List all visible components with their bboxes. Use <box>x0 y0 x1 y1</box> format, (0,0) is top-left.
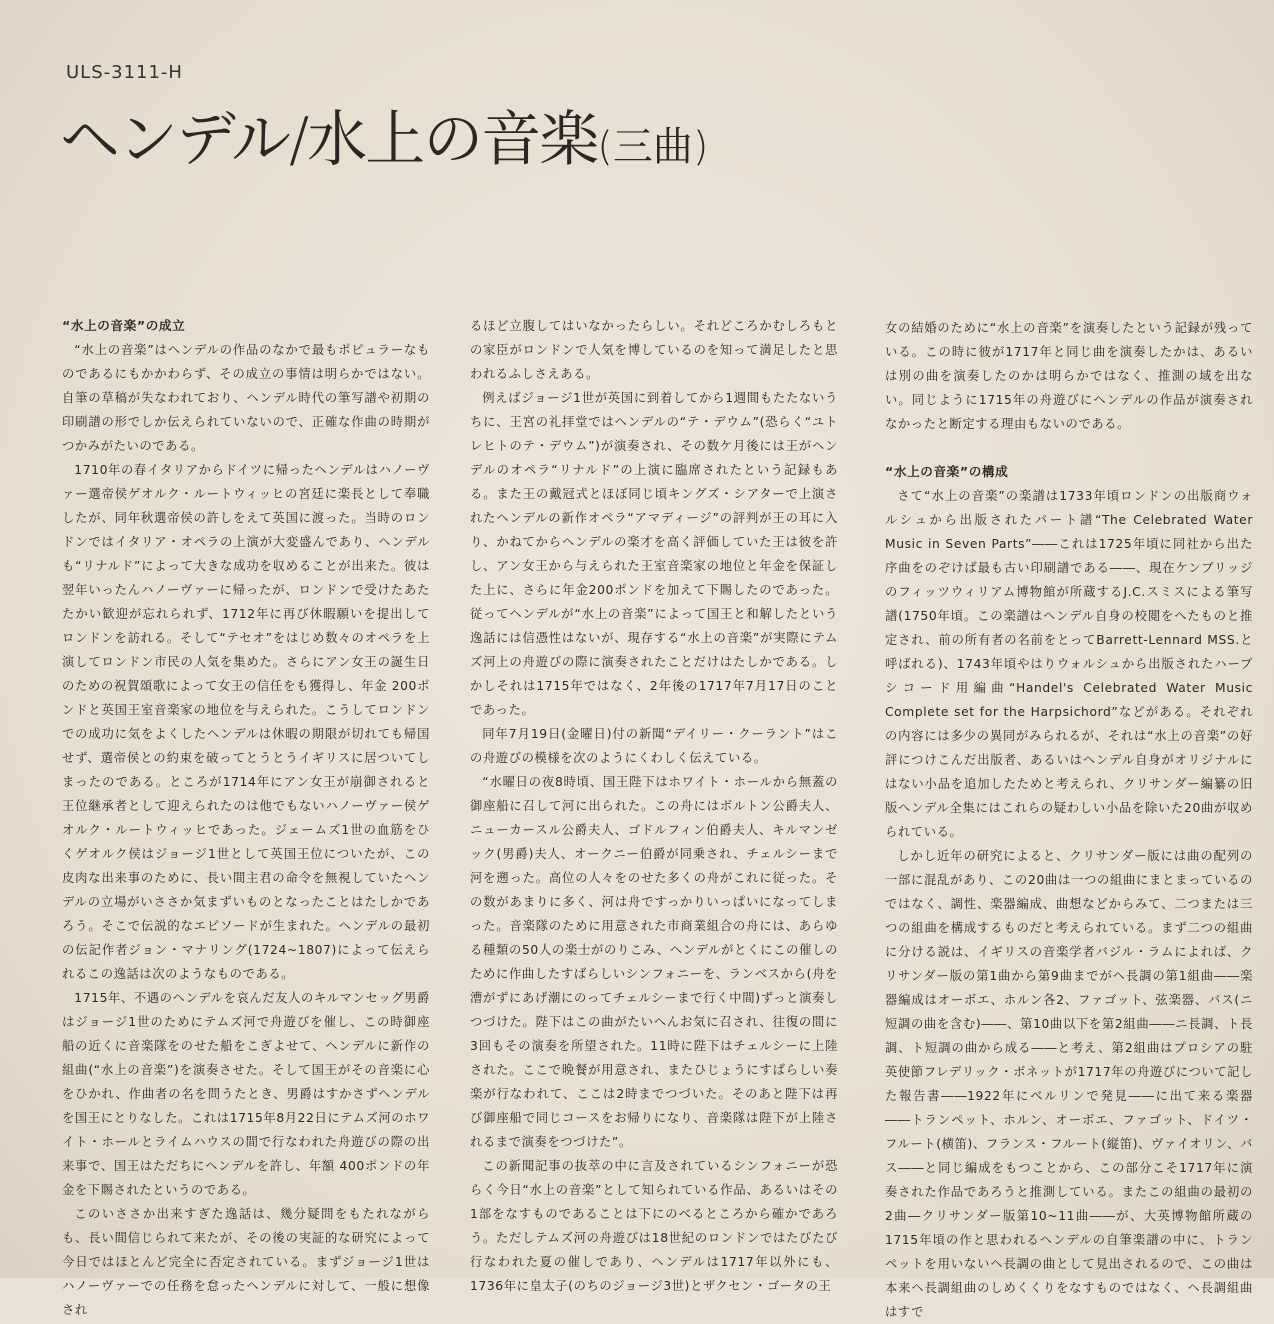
paragraph: “水曜日の夜8時頃、国王陛下はホワイト・ホールから無蓋の御座船に召して河に出られた。この舟にはボルトン公爵夫人、ニューカースル公爵夫人、ゴドルフィン伯爵夫人、キルマンゼック(男爵)夫人、オークニー伯爵が同乗され、チェルシーまで河を遡った。高位の人々をのせた多くの舟がこれに従った。その数があまりに多く、河は舟ですっかりいっぱいになってしまった。音楽隊のために用意された市商業組合の舟には、あらゆる種類の50人の楽士がのりこみ、ヘンデルがとくにこの催しのために作曲したすばらしいシンフォニーを、ランベスから(舟を漕がずにあげ潮にのってチェルシーまで行く中間)ずっと演奏しつづけた。陛下はこの曲がたいへんお気に召され、往復の間に3回もその演奏を所望された。11時に陛下はチェルシーに上陸された。ここで晩餐が用意され、またひじょうにすばらしい奏楽が行なわれて、ここは2時までつづいた。そのあと陛下は再び御座船で同じコースをお帰りになり、音楽隊は陛下が上陸されるまで演奏をつづけた”。 <box>470 775 838 1149</box>
paragraph: この新聞記事の抜萃の中に言及されているシンフォニーが恐らく今日“水上の音楽”として知られている作品、あるいはその1部をなすものであることは下にのべるところから確かであろう。ただしテムズ河の舟遊びは18世紀のロンドンではたびたび行なわれた夏の催しであり、ヘンデルは1717年以外にも、1736年に皇太子(のちのジョージ3世)とザクセン・ゴータの王 <box>470 1159 838 1293</box>
paragraph: 1710年の春イタリアからドイツに帰ったヘンデルはハノーヴァー選帝侯ゲオルク・ルートウィッヒの宮廷に楽長として奉職したが、同年秋選帝侯の許しをえて英国に渡った。当時のロンドンではイタリア・オペラの上演が大変盛んであり、ヘンデルも“リナルド”によって大きな成功を収めることが出来た。彼は翌年いったんハノーヴァーに帰ったが、ロンドンで受けたあたたかい歓迎が忘れられず、1712年に再び休暇願いを提出してロンドンを訪れる。そして“テセオ”をはじめ数々のオペラを上演してロンドン市民の人気を集めた。さらにアン女王の誕生日のための祝賀頌歌によって女王の信任をも獲得し、年金 200ポンドと英国王室音楽家の地位を与えられた。こうしてロンドンでの成功に気をよくしたヘンデルは休暇の期限が切れても帰国せず、選帝侯との約束を破ってとうとうイギリスに居ついてしまったのである。ところが1714年にアン女王が崩御されると王位継承者として迎えられたのは他でもないハノーヴァー侯ゲオルク・ルートウィッヒであった。ジェームズ1世の血筋をひくゲオルク侯はジョージ1世として英国王位についたが、この皮肉な出来事のために、長い間主君の命令を無視していたヘンデルの立場がいささか気まずいものとなったことはたしかであろう。そこで伝説的なエピソードが生まれた。ヘンデルの最初の伝記作者ジョン・マナリング(1724~1807)によって伝えられるこの逸話は次のようなものである。 <box>62 463 430 981</box>
page-title <box>60 92 708 178</box>
paragraph: 1715年、不遇のヘンデルを哀んだ友人のキルマンセッグ男爵はジョージ1世のためにテムズ河で舟遊びを催し、この時御座船の近くに音楽隊をのせた船をこぎよせて、ヘンデルに新作の組曲(“水上の音楽”)を演奏させた。そして国王がその音楽に心をひかれ、作曲者の名を問うたとき、男爵はすかさずヘンデルを国王にとりなした。これは1715年8月22日にテムズ河のホワイト・ホールとライムハウスの間で行なわれた舟遊びの際の出来事で、国王はただちにヘンデルを許し、年額 400ポンドの年金を下賜されたというのである。 <box>62 991 430 1197</box>
title-main: ヘンデル/水上の音楽 <box>60 105 598 175</box>
column-1 <box>62 314 430 1322</box>
section-heading-origin: “水上の音楽”の成立 <box>62 318 186 333</box>
catalog-number: ULS-3111-H <box>66 62 183 83</box>
column-3 <box>885 316 1253 1324</box>
paragraph: るほど立腹してはいなかったらしい。それどころかむしろもとの家臣がロンドンで人気を博しているのを知って満足したと思われるふしさえある。 <box>470 319 838 381</box>
paragraph: “水上の音楽”はヘンデルの作品のなかで最もポピュラーなものであるにもかかわらず、その成立の事情は明らかではない。自筆の草稿が失なわれており、ヘンデル時代の筆写譜や初期の印刷譜の形でしか伝えられていないので、正確な作曲の時期がつかみがたいのである。 <box>62 343 430 453</box>
paragraph: このいささか出来すぎた逸話は、幾分疑問をもたれながらも、長い間信じられて来たが、その後の実証的な研究によって今日ではほとんど完全に否定されている。まずジョージ1世はハノーヴァーでの任務を怠ったヘンデルに対して、一般に想像され <box>62 1207 430 1317</box>
section-heading-structure: “水上の音楽”の構成 <box>885 464 1009 479</box>
paragraph: 女の結婚のために“水上の音楽”を演奏したという記録が残っている。この時に彼が1717年と同じ曲を演奏したかは、あるいは別の曲を演奏したのかは明らかではなく、推測の域を出ない。同じように1715年の舟遊びにヘンデルの作品が演奏されなかったと断定する理由もないのである。 <box>885 321 1253 431</box>
title-sub: (三曲) <box>597 124 709 170</box>
paragraph: しかし近年の研究によると、クリサンダー版には曲の配列の一部に混乱があり、この20曲は一つの組曲にまとまっているのではなく、調性、楽器編成、曲想などからみて、二つまたは三つの組曲を構成するものだと考えられている。まず二つの組曲に分ける説は、イギリスの音楽学者バジル・ラムによれば、クリサンダー版の第1曲から第9曲までがヘ長調の第1組曲――楽器編成はオーボエ、ホルン各2、ファゴット、弦楽器、バス(ニ短調の曲を含む)――、第10曲以下を第2組曲――ニ長調、ト長調、ト短調の曲から成る――と考え、第2組曲はプロシアの駐英使節フレデリック・ボネットが1717年の舟遊びについて記した報告書――1922年にベルリンで発見――に出て来る楽器――トランペット、ホルン、オーボエ、ファゴット、ドイツ・フルート(横笛)、フランス・フルート(縦笛)、ヴァイオリン、バス――と同じ編成をもつことから、この部分こそ1717年に演奏された作品であろうと推測している。またこの組曲の最初の2曲―クリサンダー版第10~11曲――が、大英博物館所蔵の1715年頃の作と思われるヘンデルの自筆楽譜の中に、トランペットを用いないヘ長調の曲として見出されるので、この曲は本来ヘ長調組曲のしめくくりをなすものではなく、ヘ長調組曲はすで <box>885 849 1253 1319</box>
paragraph: 例えばジョージ1世が英国に到着してから1週間もたたないうちに、王宮の礼拝堂ではヘンデルの“テ・デウム”(恐らく“ユトレヒトのテ・デウム”)が演奏され、その数ケ月後には王がヘンデルのオペラ“リナルド”の上演に臨席されたという記録もある。また王の戴冠式とほぼ同じ頃キングズ・シアターで上演されたヘンデルの新作オペラ“アマディージ”の評判が王の耳に入り、かねてからヘンデルの楽才を高く評価していた王は彼を許し、アン女王から与えられた王室音楽家の地位と年金を保証した上に、さらに年金200ポンドを加えて下賜したのであった。従ってヘンデルが“水上の音楽”によって国王と和解したという逸話には信憑性はないが、現存する“水上の音楽”が実際にテムズ河上の舟遊びの際に演奏されたことだけはたしかである。しかしそれは1715年ではなく、2年後の1717年7月17日のことであった。 <box>470 391 838 717</box>
paragraph: 同年7月19日(金曜日)付の新聞“デイリー・クーラント”はこの舟遊びの模様を次のようにくわしく伝えている。 <box>470 727 838 765</box>
paragraph: さて“水上の音楽”の楽譜は1733年頃ロンドンの出版商ウォルシュから出版されたパート譜“The Celebrated Water Music in Seven Parts”――これは1725年頃に同社から出た序曲をのぞけば最も古い印刷譜である――、現在ケンブリッジのフィッツウィリアム博物館が所蔵するJ.C.スミスによる筆写譜(1750年頃。この楽譜はヘンデル自身の校閲をへたものと推定され、前の所有者の名前をとってBarrett-Lennard MSS.と呼ばれる)、1743年頃やはりウォルシュから出版されたハープシコード用編曲“Handel's Celebrated Water Music Complete set for the Harpsichord”などがある。それぞれの内容には多少の異同がみられるが、それは“水上の音楽”の好評につけこんだ出版者、あるいはヘンデル自身がオリジナルにはない小品を追加したためと考えられ、クリサンダー編纂の旧版ヘンデル全集にはこれらの疑わしい小品を除いた20曲が収められている。 <box>885 489 1253 839</box>
column-2 <box>470 314 838 1298</box>
